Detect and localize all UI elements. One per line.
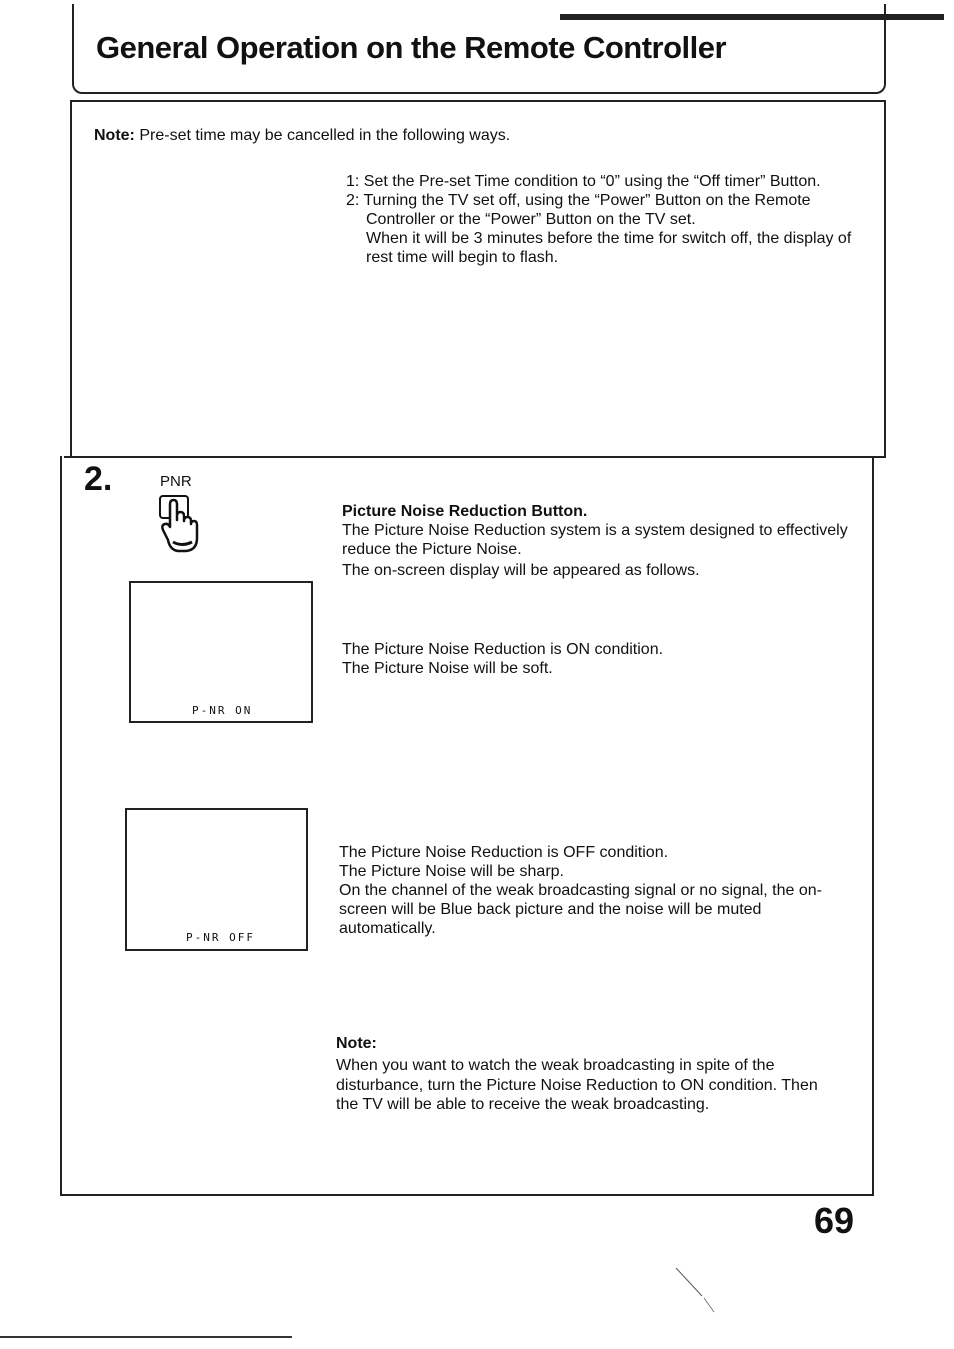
top-note-label: Note: bbox=[94, 127, 135, 144]
pnr-off-line-4: screen will be Blue back picture and the noise will be muted bbox=[339, 901, 762, 918]
hand-press-icon bbox=[158, 494, 204, 554]
pnr-intro-line-3: The on-screen display will be appeared as follows. bbox=[342, 562, 700, 579]
footer-rule bbox=[0, 1336, 292, 1338]
cancel-step-1: 1: Set the Pre-set Time condition to “0” using the “Off timer” Button. bbox=[346, 173, 821, 190]
pnr-off-line-2: The Picture Noise will be sharp. bbox=[339, 863, 564, 880]
pnr-button-label: PNR bbox=[160, 473, 192, 490]
pnr-off-line-1: The Picture Noise Reduction is OFF condition. bbox=[339, 844, 669, 861]
tv-screen-pnr-off bbox=[125, 808, 308, 951]
osd-pnr-on: P-NR ON bbox=[192, 704, 253, 717]
pnr-intro-line-1: The Picture Noise Reduction system is a system designed to effectively bbox=[342, 522, 848, 539]
title-rule bbox=[560, 14, 944, 20]
pnr-on-line-2: The Picture Noise will be soft. bbox=[342, 660, 553, 677]
pnr-off-line-5: automatically. bbox=[339, 920, 436, 937]
osd-pnr-off: P-NR OFF bbox=[186, 931, 255, 944]
pnr-on-line-1: The Picture Noise Reduction is ON condition. bbox=[342, 641, 664, 658]
bottom-note-label: Note: bbox=[336, 1035, 377, 1052]
scan-mark bbox=[670, 1262, 730, 1322]
bottom-note-line-2: disturbance, turn the Picture Noise Reduction to ON condition. Then bbox=[336, 1077, 818, 1094]
step-number: 2. bbox=[84, 460, 113, 498]
page-number: 69 bbox=[814, 1200, 855, 1241]
pnr-intro-line-2: reduce the Picture Noise. bbox=[342, 541, 522, 558]
page-title: General Operation on the Remote Controller bbox=[96, 30, 727, 65]
pnr-heading: Picture Noise Reduction Button. bbox=[342, 503, 588, 520]
tv-screen-pnr-on bbox=[129, 581, 313, 723]
top-note-intro: Pre-set time may be cancelled in the following ways. bbox=[139, 127, 511, 144]
pnr-off-line-3: On the channel of the weak broadcasting signal or no signal, the on- bbox=[339, 882, 822, 899]
top-note bbox=[94, 126, 510, 145]
cancel-step-2: 2: Turning the TV set off, using the “Power” Button on the Remote bbox=[346, 192, 811, 209]
bottom-note-line-1: When you want to watch the weak broadcasting in spite of the bbox=[336, 1057, 775, 1074]
note-section-frame bbox=[70, 100, 886, 458]
cancel-step-2-cont: Controller or the “Power” Button on the TV set. bbox=[366, 211, 696, 228]
flash-note-line-1: When it will be 3 minutes before the time for switch off, the display of bbox=[366, 230, 852, 247]
bottom-note-line-3: the TV will be able to receive the weak broadcasting. bbox=[336, 1096, 710, 1113]
flash-note-line-2: rest time will begin to flash. bbox=[366, 249, 559, 266]
